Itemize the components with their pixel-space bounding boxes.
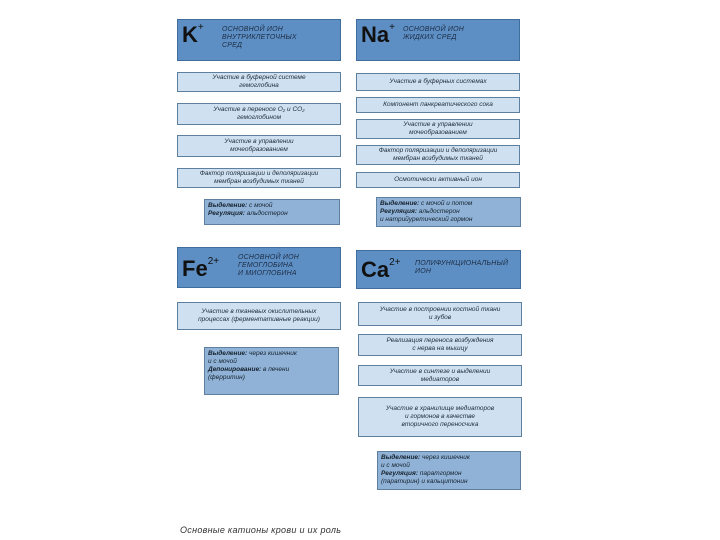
na-item-2: Компонент панкреатического сока — [356, 97, 520, 113]
ca-info: Выделение: через кишечник и с мочой Регуляция: паратгормон (паратирин) и кальцитонин — [377, 451, 521, 490]
na-item-5: Осмотически активный ион — [356, 172, 520, 188]
k-info: Выделение: с мочой Регуляция: альдостерон — [204, 199, 340, 225]
fe-header — [177, 247, 341, 288]
ca-header — [356, 250, 521, 289]
k-symbol: K+ — [182, 22, 204, 47]
ca-item-4: Участие в хранилище медиаторов и гормонов в качестве вторичного переносчика — [358, 397, 522, 437]
na-item-4: Фактор поляризации и деполяризации мембран возбудимых тканей — [356, 145, 520, 165]
na-desc: ОСНОВНОЙ ИОН ЖИДКИХ СРЕД — [403, 26, 465, 41]
k-desc: ОСНОВНОЙ ИОН ВНУТРИКЛЕТОЧНЫХ СРЕД — [222, 26, 297, 49]
ca-item-1: Участие в построении костной ткани и зубов — [358, 302, 522, 326]
na-item-3: Участие в управлении мочеобразованием — [356, 119, 520, 139]
ca-symbol: $Ca^{2+}$ — [361, 257, 401, 282]
k-item-4: Фактор поляризации и деполяризации мембран возбудимых тканей — [177, 168, 341, 188]
ca-desc: ПОЛИФУНКЦИОНАЛЬНЫЙ ИОН — [415, 260, 509, 275]
fe-info: Выделение: через кишечник и с мочой Депонирование: в печени (ферритин) — [204, 347, 339, 395]
fe-symbol: $Fe^{2+}$ — [182, 256, 220, 281]
k-header — [177, 19, 341, 61]
fe-desc: ОСНОВНОЙ ИОН ГЕМОГЛОБИНА И МИОГЛОБИНА — [238, 254, 300, 277]
k-item-3: Участие в управлении мочеобразованием — [177, 135, 341, 157]
k-item-1: Участие в буферной системе гемоглобина — [177, 72, 341, 92]
figure-caption: Основные катионы крови и их роль — [180, 525, 342, 535]
fe-item-1: Участие в тканевых окислительных процессах (ферментативные реакции) — [177, 302, 341, 330]
na-header — [356, 19, 520, 61]
na-symbol: Na+ — [361, 22, 395, 47]
k-item-2: Участие в переносе О₂ и СО₂ гемоглобином — [177, 103, 341, 125]
ca-item-2: Реализация переноса возбуждения с нерва на мышцу — [358, 334, 522, 356]
na-item-1: Участие в буферных системах — [356, 73, 520, 91]
na-info: Выделение: с мочой и потом Регуляция: альдостерон и натрийуретический гормон — [376, 197, 521, 227]
ca-item-3: Участие в синтезе и выделении медиаторов — [358, 365, 522, 386]
